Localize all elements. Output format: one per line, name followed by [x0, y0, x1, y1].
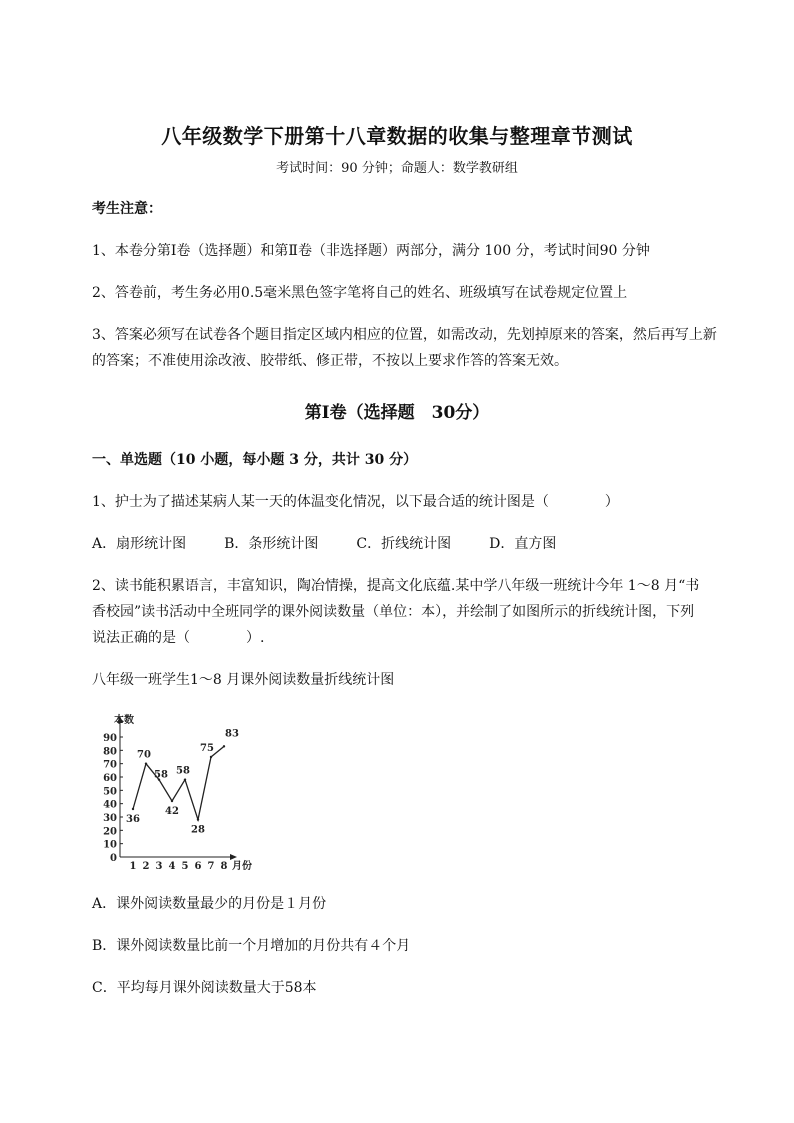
y-tick-label: 60: [103, 773, 117, 784]
x-tick-label: 5: [181, 861, 189, 872]
data-label: 36: [126, 814, 140, 825]
q2-option-a[interactable]: A．课外阅读数量最少的月份是１月份: [92, 896, 327, 912]
q1-option-b[interactable]: B．条形统计图: [224, 536, 319, 552]
data-point: [184, 778, 186, 780]
data-point: [132, 808, 134, 810]
q2-stem-line-1: 2、读书能积累语言，丰富知识，陶冶情操，提高文化底蕴.某中学八年级一班统计今年 1～8 月“书: [92, 578, 700, 594]
chart-svg: [92, 707, 267, 877]
data-label: 58: [176, 765, 190, 777]
data-label: 70: [137, 749, 151, 761]
data-label: 42: [165, 806, 179, 817]
q1-stem: 1、护士为了描述某病人某一天的体温变化情况，以下最合适的统计图是（ ）: [92, 494, 619, 510]
x-axis-label: 月份: [232, 861, 252, 872]
data-label: 75: [200, 743, 214, 754]
q1-option-a[interactable]: A．扇形统计图: [92, 536, 187, 552]
y-tick-label: 10: [103, 839, 117, 851]
q1-option-c[interactable]: C．折线统计图: [356, 536, 452, 552]
x-tick-label: 3: [155, 861, 163, 872]
q2-option-b[interactable]: B．课外阅读数量比前一个月增加的月份共有４个月: [92, 938, 411, 954]
y-tick-label: 50: [103, 786, 117, 798]
x-tick-label: 7: [207, 861, 215, 872]
data-point: [210, 756, 212, 758]
q2-stem-line-2: 香校园”读书活动中全班同学的课外阅读数量（单位：本），并绘制了如图所示的折线统计图，下列: [92, 604, 695, 620]
q2-option-c[interactable]: C．平均每月课外阅读数量大于58本: [92, 980, 317, 996]
x-axis-arrow: [230, 854, 237, 860]
y-tick-label: 80: [103, 746, 117, 758]
y-tick-label: 70: [103, 759, 117, 771]
notice-item-1: 1、本卷分第Ⅰ卷（选择题）和第Ⅱ卷（非选择题）两部分，满分 100 分，考试时间90 分钟: [92, 243, 650, 259]
y-tick-label: 90: [103, 733, 117, 744]
y-tick-label: 30: [103, 813, 117, 824]
section-title: 第Ⅰ卷（选择题 30分）: [304, 403, 490, 423]
data-point: [145, 762, 147, 764]
chart-caption: 八年级一班学生1～8 月课外阅读数量折线统计图: [92, 672, 395, 688]
notice-item-3: 3、答案必须写在试卷各个题目指定区域内相应的位置，如需改动，先划掉原来的答案，然后再写上新: [92, 327, 717, 343]
data-point: [197, 818, 199, 820]
x-tick-label: 8: [220, 861, 228, 872]
y-tick-label: 20: [103, 826, 117, 838]
y-axis-label: 本数: [114, 715, 134, 726]
data-point: [171, 800, 173, 802]
data-point: [223, 745, 225, 747]
data-label: 83: [225, 728, 239, 740]
notice-item-3-cont: 的答案；不准使用涂改液、胶带纸、修正带，不按以上要求作答的答案无效。: [92, 353, 568, 369]
notice-heading: 考生注意：: [92, 201, 162, 217]
x-tick-label: 6: [194, 861, 202, 872]
y-tick-label: 40: [103, 799, 117, 811]
notice-item-2: 2、答卷前，考生务必用0.5毫米黑色签字笔将自己的姓名、班级填写在试卷规定位置上: [92, 285, 628, 301]
exam-subtitle: 考试时间：90 分钟；命题人：数学教研组: [276, 161, 518, 176]
y-tick-label: 0: [110, 853, 117, 864]
part-title: 一、单选题（10 小题，每小题 3 分，共计 30 分）: [92, 452, 418, 468]
x-tick-label: 1: [129, 861, 137, 872]
exam-title: 八年级数学下册第十八章数据的收集与整理章节测试: [161, 124, 633, 148]
data-label: 28: [191, 824, 205, 836]
reading-line-chart: [92, 707, 267, 877]
q1-options: [92, 531, 752, 557]
q2-stem-line-3: 说法正确的是（ ）.: [92, 630, 265, 646]
x-tick-label: 2: [142, 861, 150, 872]
data-label: 58: [154, 769, 168, 781]
q1-option-d[interactable]: D．直方图: [489, 536, 557, 552]
x-tick-label: 4: [168, 861, 176, 872]
